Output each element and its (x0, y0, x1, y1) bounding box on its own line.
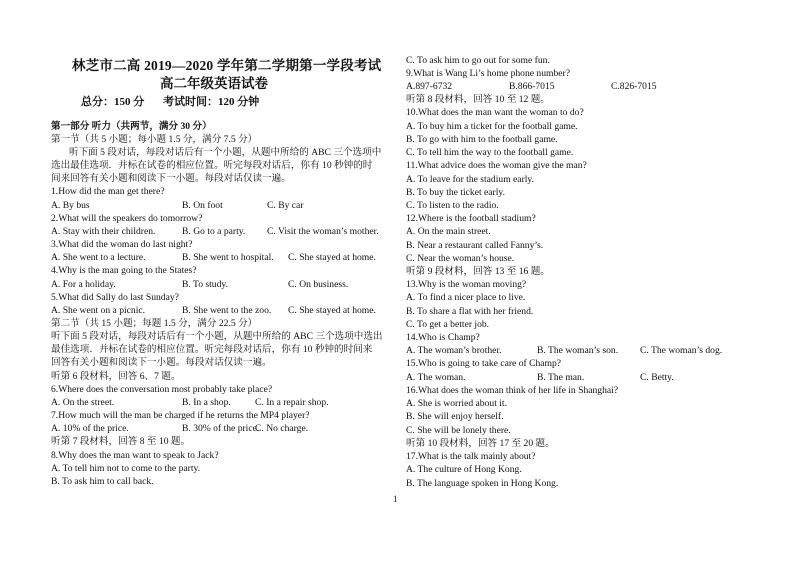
q1-option-c: C. By car (267, 200, 304, 211)
question-4: 4.Why is the man going to the States? (51, 265, 197, 276)
q15-option-b: B. The man. (537, 372, 585, 383)
q6-option-c: C. In a repair shop. (255, 397, 329, 408)
q5-option-c: C. She stayed at home. (288, 305, 376, 316)
question-16: 16.What does the woman think of her life in Shanghai? (406, 385, 619, 396)
question-13: 13.Why is the woman moving? (406, 279, 527, 290)
q13-option-a: A. To find a nicer place to live. (406, 292, 526, 303)
question-1: 1.How did the man get there? (51, 186, 165, 197)
q2-option-c: C. Visit the woman’s mother. (267, 226, 379, 237)
q13-option-c: C. To get a better job. (406, 319, 490, 330)
question-3: 3.What did the woman do last night? (51, 239, 193, 250)
material-note: 听第 6 段材料，回答 6、7 题。 (51, 371, 181, 382)
q8-option-c: C. To ask him to go out for some fun. (406, 55, 550, 66)
q8-option-a: A. To tell him not to come to the party. (51, 463, 201, 474)
q13-option-b: B. To share a flat with her friend. (406, 306, 534, 317)
exam-title: 林芝市二高 2019—2020 学年第二学期第一学段考试 (72, 58, 382, 73)
q14-option-a: A. The woman’s brother. (406, 345, 502, 356)
q3-option-c: C. She stayed at home. (288, 252, 376, 263)
question-12: 12.Where is the football stadium? (406, 213, 536, 224)
q7-option-a: A. 10% of the price. (51, 423, 129, 434)
q1-option-b: B. On foot (182, 200, 223, 211)
q11-option-a: A. To leave for the stadium early. (406, 174, 535, 185)
q9-option-c: C.826-7015 (611, 81, 657, 92)
q10-option-b: B. To go with him to the football game. (406, 134, 558, 145)
question-11: 11.What advice does the woman give the man? (406, 160, 587, 171)
q7-option-c: C. No charge. (255, 423, 309, 434)
q15-option-c: C. Betty. (640, 372, 674, 383)
material-note: 听第 10 段材料，回答 17 至 20 题。 (406, 438, 555, 449)
q16-option-b: B. She will enjoy herself. (406, 411, 504, 422)
section1-instructions: 间来回答有关小题和阅读下一小题。每段对话仅读一遍。 (51, 173, 291, 184)
question-14: 14.Who is Champ? (406, 332, 480, 343)
q11-option-c: C. To listen to the radio. (406, 200, 499, 211)
q17-option-b: B. The language spoken in Hong Kong. (406, 478, 559, 489)
q12-option-a: A. On the main street. (406, 226, 491, 237)
material-note: 听第 7 段材料，回答 8 至 10 题。 (51, 436, 191, 447)
q16-option-a: A. She is worried about it. (406, 398, 507, 409)
section2-instructions: 回答有关小题和阅读下一小题。每段对话仅读一遍。 (51, 357, 272, 368)
question-10: 10.What does the man want the woman to do? (406, 107, 584, 118)
q2-option-a: A. Stay with their children. (51, 226, 156, 237)
material-note: 听第 9 段材料，回答 13 至 16 题。 (406, 266, 550, 277)
q3-option-a: A. She went to a lecture. (51, 252, 146, 263)
q10-option-c: C. To tell him the way to the football game. (406, 147, 574, 158)
q3-option-b: B. She went to hospital. (182, 252, 274, 263)
total-score: 总分：150 分 (81, 96, 145, 108)
q1-option-a: A. By bus (51, 200, 90, 211)
q4-option-a: A. For a holiday. (51, 279, 116, 290)
exam-time: 考试时间：120 分钟 (163, 96, 260, 108)
part1-title: 第一部分 听力（共两节，满分 30 分） (51, 121, 212, 132)
q7-option-b: B. 30% of the price. (182, 423, 260, 434)
q4-option-c: C. On business. (288, 279, 349, 290)
q5-option-b: B. She went to the zoo. (182, 305, 272, 316)
section1-instructions: 听下面 5 段对话，每段对话后有一个小题，从题中所给的 ABC 三个选项中 (69, 147, 382, 158)
exam-subtitle: 高二年级英语试卷 (160, 76, 268, 91)
page-number: 1 (393, 494, 398, 504)
section2-title: 第二节（共 15 小题；每题 1.5 分，满分 22.5 分） (51, 318, 258, 329)
q10-option-a: A. To buy him a ticket for the football game. (406, 121, 578, 132)
question-9: 9.What is Wang Li’s home phone number? (406, 68, 570, 79)
q9-option-b: B.866-7015 (509, 81, 555, 92)
question-6: 6.Where does the conversation most probably take place? (51, 384, 273, 395)
material-note: 听第 8 段材料，回答 10 至 12 题。 (406, 94, 550, 105)
q16-option-c: C. She will be lonely there. (406, 425, 511, 436)
section1-title: 第一节（共 5 小题；每小题 1.5 分，满分 7.5 分） (51, 134, 258, 145)
section1-instructions: 选出最佳选项．并标在试卷的相应位置。听完每段对话后，你有 10 秒钟的时 (51, 160, 373, 171)
question-2: 2.What will the speakers do tomorrow? (51, 213, 203, 224)
section2-instructions: 听下面 5 段对话，每段对话后有一个小题，从题中所给的 ABC 三个选项中选出 (51, 331, 383, 342)
q12-option-b: B. Near a restaurant called Fanny’s. (406, 240, 544, 251)
question-7: 7.How much will the man be charged if he returns the MP4 player? (51, 410, 310, 421)
q14-option-b: B. The woman’s son. (537, 345, 619, 356)
q11-option-b: B. To buy the ticket early. (406, 187, 505, 198)
question-17: 17.What is the talk mainly about? (406, 451, 536, 462)
q17-option-a: A. The culture of Hong Kong. (406, 464, 522, 475)
q6-option-a: A. On the street. (51, 397, 115, 408)
q4-option-b: B. To study. (182, 279, 228, 290)
q6-option-b: B. In a shop. (182, 397, 231, 408)
q15-option-a: A. The woman. (406, 372, 466, 383)
question-15: 15.Who is going to take care of Champ? (406, 358, 562, 369)
question-8: 8.Why does the man want to speak to Jack? (51, 450, 219, 461)
q2-option-b: B. Go to a party. (182, 226, 246, 237)
question-5: 5.What did Sally do last Sunday? (51, 292, 179, 303)
section2-instructions: 最佳选项．并标在试卷的相应位置。听完每段对话后，你有 10 秒钟的时间来 (51, 344, 373, 355)
q14-option-c: C. The woman’s dog. (640, 345, 723, 356)
q5-option-a: A. She went on a picnic. (51, 305, 146, 316)
q8-option-b: B. To ask him to call back. (51, 476, 154, 487)
q12-option-c: C. Near the woman’s house. (406, 253, 515, 264)
q9-option-a: A.897-6732 (406, 81, 453, 92)
